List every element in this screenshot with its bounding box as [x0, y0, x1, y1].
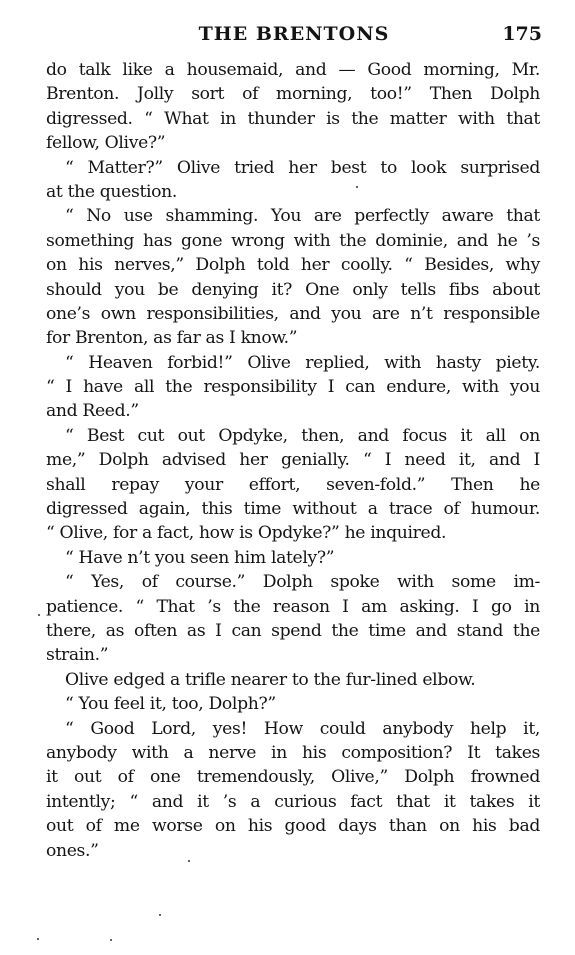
scan-speck [356, 186, 358, 188]
text-line: Olive edged a trifle nearer to the fur-lined elbow. [65, 669, 476, 690]
text-line: and Reed.” [46, 401, 139, 422]
text-line: “ I have all the responsibility I can endure, with you [46, 377, 540, 398]
text-line: me,” Dolph advised her genially. “ I need it, and I [46, 450, 540, 471]
text-line: it out of one tremendously, Olive,” Dolph frowned [46, 767, 540, 788]
text-line: Brenton. Jolly sort of morning, too!” Then Dolph [46, 84, 540, 105]
text-line: anybody with a nerve in his composition? It takes [46, 742, 540, 763]
text-line: ones.” [46, 840, 99, 861]
text-line: something has gone wrong with the dominie, and he ’s [46, 230, 540, 251]
scan-speck [110, 939, 112, 941]
page-number: 175 [502, 23, 542, 45]
text-line: digressed. “ What in thunder is the matter with that [46, 108, 540, 129]
text-line: should you be denying it? One only tells fibs about [46, 279, 540, 300]
text-line: do talk like a housemaid, and — Good morning, Mr. [46, 60, 540, 80]
page-header [46, 20, 542, 48]
scan-speck [188, 860, 190, 862]
text-line: “ Heaven forbid!” Olive replied, with hasty piety. [65, 352, 540, 373]
text-line: patience. “ That ’s the reason I am asking. I go in [46, 596, 540, 617]
text-line: one’s own responsibilities, and you are n’t responsible [46, 303, 540, 324]
text-line: “ No use shamming. You are perfectly aware that [65, 206, 540, 227]
text-line: fellow, Olive?” [46, 133, 166, 154]
text-line: strain.” [46, 645, 109, 666]
text-line: “ Have n’t you seen him lately?” [65, 547, 335, 568]
text-line: on his nerves,” Dolph told her coolly. “ Besides, why [46, 255, 540, 276]
text-line: “ Matter?” Olive tried her best to look surprised [65, 157, 540, 178]
running-title: THE BRENTONS [198, 23, 390, 45]
text-line: for Brenton, as far as I know.” [46, 328, 298, 349]
text-line: “ Good Lord, yes! How could anybody help it, [65, 718, 540, 739]
text-line: “ Yes, of course.” Dolph spoke with some im- [65, 572, 540, 593]
text-line: there, as often as I can spend the time and stand the [46, 620, 540, 641]
text-line: “ You feel it, too, Dolph?” [65, 694, 276, 715]
text-line: out of me worse on his good days than on his bad [46, 816, 540, 837]
scan-speck [37, 938, 39, 940]
text-line: “ Best cut out Opdyke, then, and focus it all on [65, 425, 540, 446]
text-line: digressed again, this time without a trace of humour. [46, 499, 540, 520]
text-line: intently; “ and it ’s a curious fact that it takes it [46, 791, 540, 812]
scan-speck [38, 614, 40, 616]
text-line: shall repay your effort, seven-fold.” Then he [46, 474, 540, 495]
text-line: at the question. [46, 181, 177, 202]
body-text [46, 58, 540, 863]
text-line: “ Olive, for a fact, how is Opdyke?” he inquired. [46, 523, 447, 544]
scan-speck [159, 914, 161, 916]
